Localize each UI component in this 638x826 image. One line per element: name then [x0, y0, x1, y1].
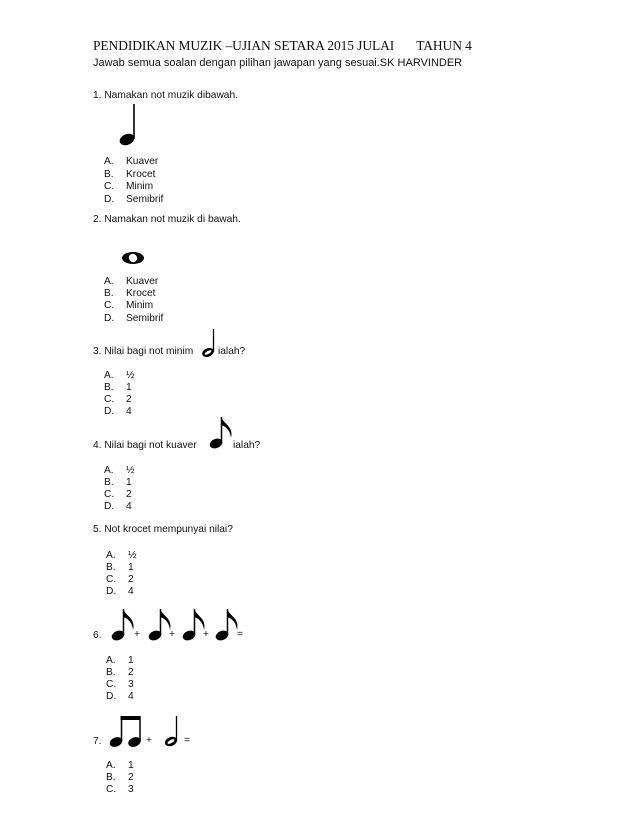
option-letter: B. [106, 772, 116, 783]
option-text: ½ [128, 550, 137, 561]
semibreve-note-icon [121, 251, 145, 265]
option-letter: B. [104, 169, 114, 180]
option-letter: A. [106, 760, 116, 771]
minim-note-icon [163, 715, 181, 749]
option-text: 4 [126, 501, 132, 512]
option-1c[interactable] [104, 181, 153, 192]
option-1b[interactable] [104, 169, 155, 180]
option-text: 1 [126, 382, 132, 393]
option-text: 4 [126, 406, 132, 417]
option-letter: C. [106, 784, 117, 795]
quaver-note-icon [208, 416, 236, 450]
question-7-number: 7. [93, 736, 102, 747]
minim-note-icon [200, 328, 218, 358]
option-letter: B. [104, 382, 114, 393]
option-letter: D. [104, 313, 115, 324]
question-4-prompt: 4. Nilai bagi not kuaver [93, 440, 197, 451]
option-text: Semibrif [126, 194, 164, 205]
exam-title: PENDIDIKAN MUZIK –UJIAN SETARA 2015 JULAI [93, 38, 395, 53]
option-5b[interactable] [106, 562, 134, 573]
option-3a[interactable] [104, 370, 135, 381]
crotchet-note-icon [118, 103, 144, 145]
option-text: ½ [126, 465, 135, 476]
option-text: Kuaver [126, 156, 159, 167]
option-letter: C. [106, 574, 117, 585]
option-letter: D. [104, 194, 115, 205]
plus-sign: + [146, 735, 152, 746]
option-letter: A. [104, 156, 114, 167]
option-text: 2 [126, 394, 132, 405]
option-3d[interactable] [104, 406, 132, 417]
option-text: 2 [128, 574, 134, 585]
option-text: Krocet [126, 169, 156, 180]
option-letter: B. [104, 477, 114, 488]
option-letter: D. [104, 406, 115, 417]
question-6-number: 6. [93, 630, 102, 641]
question-5-prompt: 5. Not krocet mempunyai nilai? [93, 524, 233, 535]
option-6d[interactable] [106, 691, 134, 702]
option-text: 4 [128, 586, 134, 597]
option-1a[interactable] [104, 156, 158, 167]
option-letter: A. [104, 370, 114, 381]
question-3-suffix: ialah? [218, 346, 246, 357]
page-title [93, 38, 472, 54]
option-7c[interactable] [106, 784, 134, 795]
question-1-prompt: 1. Namakan not muzik dibawah. [93, 90, 238, 101]
option-text: 3 [128, 784, 134, 795]
plus-sign: + [203, 629, 209, 640]
option-text: Kuaver [126, 276, 159, 287]
option-5c[interactable] [106, 574, 134, 585]
question-2-prompt: 2. Namakan not muzik di bawah. [93, 214, 241, 225]
option-letter: A. [104, 465, 114, 476]
option-letter: D. [104, 501, 115, 512]
option-2a[interactable] [104, 276, 158, 287]
option-text: Semibrif [126, 313, 164, 324]
option-letter: C. [104, 181, 115, 192]
option-3b[interactable] [104, 382, 132, 393]
year-label: TAHUN 4 [416, 38, 472, 53]
option-4b[interactable] [104, 477, 132, 488]
question-4-suffix: ialah? [233, 440, 261, 451]
option-letter: B. [104, 288, 114, 299]
option-text: Minim [126, 181, 154, 192]
option-letter: B. [106, 667, 116, 678]
option-text: 1 [128, 562, 134, 573]
beamed-quavers-icon [108, 715, 144, 749]
option-letter: C. [106, 679, 117, 690]
option-3c[interactable] [104, 394, 132, 405]
option-letter: C. [104, 394, 115, 405]
option-letter: A. [106, 655, 116, 666]
instruction-text: Jawab semua soalan dengan pilihan jawapan yang sesuai.SK HARVINDER [93, 57, 463, 69]
option-letter: B. [106, 562, 116, 573]
option-letter: C. [104, 300, 115, 311]
option-letter: D. [106, 691, 117, 702]
option-4d[interactable] [104, 501, 132, 512]
option-2c[interactable] [104, 300, 153, 311]
option-text: Krocet [126, 288, 156, 299]
option-1d[interactable] [104, 194, 163, 205]
option-5d[interactable] [106, 586, 134, 597]
plus-sign: + [134, 629, 140, 640]
option-4a[interactable] [104, 465, 135, 476]
option-7a[interactable] [106, 760, 134, 771]
option-text: 2 [128, 667, 134, 678]
option-4c[interactable] [104, 489, 132, 500]
option-text: 4 [128, 691, 134, 702]
option-6b[interactable] [106, 667, 134, 678]
option-letter: D. [106, 586, 117, 597]
option-text: Minim [126, 300, 154, 311]
option-7b[interactable] [106, 772, 134, 783]
option-text: 3 [128, 679, 134, 690]
option-text: 2 [128, 772, 134, 783]
equals-sign: = [184, 735, 190, 746]
option-text: 1 [128, 760, 134, 771]
equals-sign: = [237, 629, 243, 640]
option-letter: C. [104, 489, 115, 500]
option-6a[interactable] [106, 655, 134, 666]
option-text: 1 [128, 655, 134, 666]
plus-sign: + [169, 629, 175, 640]
option-letter: A. [106, 550, 116, 561]
option-2d[interactable] [104, 313, 163, 324]
option-text: 2 [126, 489, 132, 500]
option-letter: A. [104, 276, 114, 287]
option-text: ½ [126, 370, 135, 381]
option-text: 1 [126, 477, 132, 488]
option-6c[interactable] [106, 679, 134, 690]
question-3-prompt: 3. Nilai bagi not minim [93, 346, 194, 357]
option-5a[interactable] [106, 550, 137, 561]
option-2b[interactable] [104, 288, 155, 299]
